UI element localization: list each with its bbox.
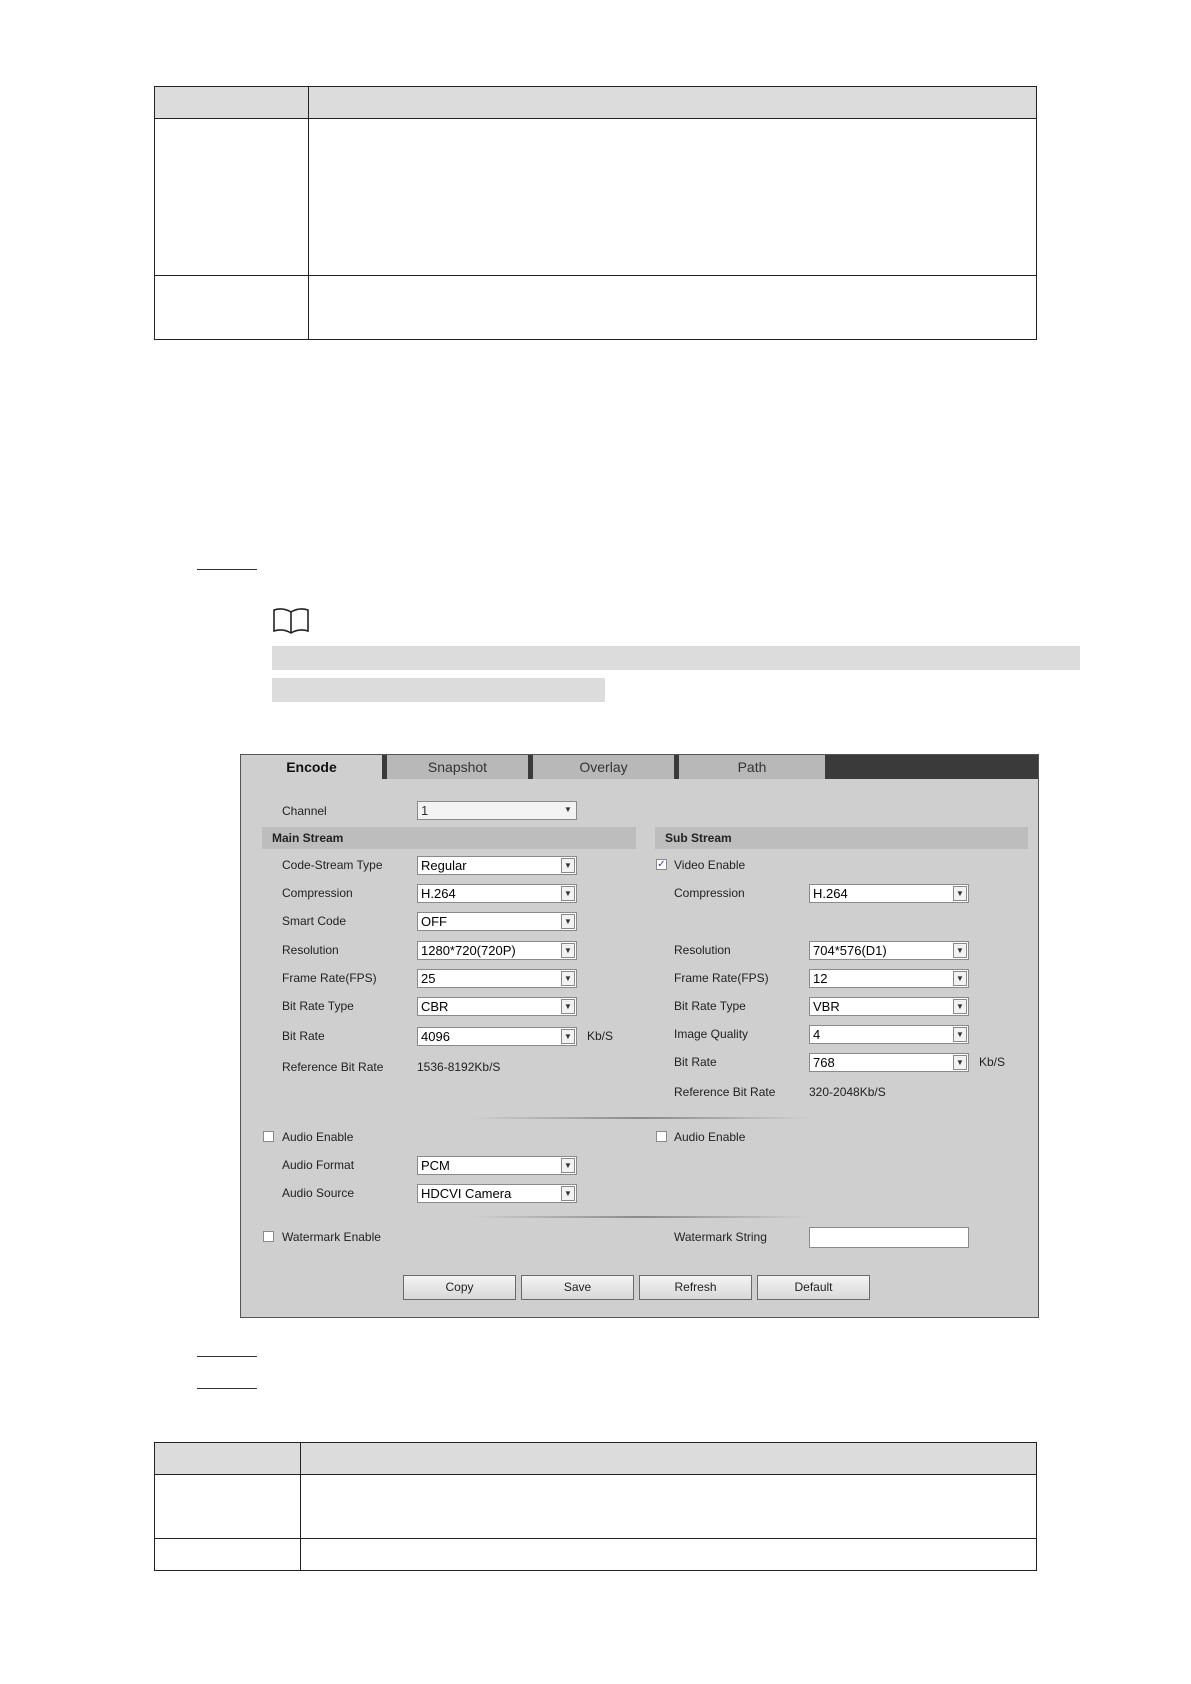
section-divider [471, 1216, 811, 1218]
sub-frame-rate-label: Frame Rate(FPS) [674, 971, 769, 985]
table-row [155, 276, 1037, 340]
bit-rate-type-select[interactable] [417, 997, 577, 1016]
audio-enable-checkbox[interactable] [263, 1131, 274, 1142]
tab-bar [241, 755, 1038, 779]
chevron-down-icon: ▼ [561, 858, 575, 873]
sub-frame-rate-value: 12 [813, 971, 828, 986]
code-stream-type-label: Code-Stream Type [282, 858, 383, 872]
channel-select[interactable] [417, 801, 577, 820]
table-cell [155, 276, 309, 340]
table-header-cell [301, 1443, 1037, 1475]
sub-frame-rate-select[interactable] [809, 969, 969, 988]
sub-compression-select[interactable] [809, 884, 969, 903]
watermark-string-input[interactable] [809, 1227, 969, 1248]
bit-rate-type-label: Bit Rate Type [282, 999, 354, 1013]
tab-overlay[interactable]: Overlay [533, 755, 679, 779]
sub-audio-enable-checkbox[interactable] [656, 1131, 667, 1142]
table-header-cell [155, 1443, 301, 1475]
chevron-down-icon: ▼ [561, 943, 575, 958]
step-marker [197, 569, 257, 570]
watermark-string-label: Watermark String [674, 1230, 767, 1244]
audio-enable-label: Audio Enable [282, 1130, 354, 1144]
frame-rate-select[interactable] [417, 969, 577, 988]
sub-stream-header: Sub Stream [655, 827, 1028, 849]
tab-snapshot[interactable]: Snapshot [387, 755, 533, 779]
encode-settings-panel [240, 754, 1039, 1318]
table-header-cell [155, 87, 309, 119]
sub-compression-value: H.264 [813, 886, 848, 901]
frame-rate-value: 25 [421, 971, 436, 986]
tab-encode[interactable]: Encode [241, 755, 387, 779]
chevron-down-icon: ▼ [561, 1158, 575, 1173]
chevron-down-icon: ▼ [561, 1029, 575, 1044]
top-table [154, 86, 1037, 340]
image-quality-label: Image Quality [674, 1027, 749, 1041]
audio-source-select[interactable] [417, 1184, 577, 1203]
chevron-down-icon: ▼ [953, 1027, 967, 1042]
audio-source-value: HDCVI Camera [421, 1186, 512, 1201]
sub-bit-rate-label: Bit Rate [674, 1055, 717, 1069]
bottom-table [154, 1442, 1037, 1571]
step-marker [197, 1356, 257, 1357]
table-row [155, 1539, 1037, 1571]
check-icon: ✓ [657, 859, 666, 870]
sub-audio-enable-label: Audio Enable [674, 1130, 746, 1144]
audio-format-value: PCM [421, 1158, 450, 1173]
smart-code-label: Smart Code [282, 914, 347, 928]
bit-rate-value: 4096 [421, 1029, 450, 1044]
bit-rate-label: Bit Rate [282, 1029, 325, 1043]
reference-bit-rate-label: Reference Bit Rate [282, 1060, 384, 1074]
copy-button[interactable]: Copy [403, 1275, 516, 1300]
table-cell [301, 1475, 1037, 1539]
table-header-row [155, 87, 1037, 119]
table-cell [309, 276, 1037, 340]
table-cell [155, 119, 309, 276]
sub-bit-rate-type-label: Bit Rate Type [674, 999, 746, 1013]
sub-bit-rate-type-select[interactable] [809, 997, 969, 1016]
compression-value: H.264 [421, 886, 456, 901]
sub-compression-label: Compression [674, 886, 745, 900]
frame-rate-label: Frame Rate(FPS) [282, 971, 377, 985]
bit-rate-select[interactable] [417, 1027, 577, 1046]
chevron-down-icon: ▼ [953, 999, 967, 1014]
sub-bit-rate-value: 768 [813, 1055, 835, 1070]
section-divider [471, 1117, 811, 1119]
resolution-select[interactable] [417, 941, 577, 960]
table-cell [309, 119, 1037, 276]
compression-select[interactable] [417, 884, 577, 903]
main-stream-header: Main Stream [262, 827, 636, 849]
channel-value: 1 [421, 803, 429, 818]
chevron-down-icon: ▼ [561, 1186, 575, 1201]
table-cell [301, 1539, 1037, 1571]
resolution-value: 1280*720(720P) [421, 943, 516, 958]
tab-path[interactable]: Path [679, 755, 825, 779]
compression-label: Compression [282, 886, 353, 900]
chevron-down-icon: ▼ [953, 943, 967, 958]
video-enable-checkbox[interactable] [656, 859, 667, 870]
audio-source-label: Audio Source [282, 1186, 355, 1200]
bit-rate-unit: Kb/S [587, 1029, 614, 1043]
audio-format-select[interactable] [417, 1156, 577, 1175]
sub-resolution-value: 704*576(D1) [813, 943, 887, 958]
image-quality-value: 4 [813, 1027, 821, 1042]
channel-label: Channel [282, 804, 327, 818]
reference-bit-rate-value: 1536-8192Kb/S [417, 1060, 501, 1074]
audio-format-label: Audio Format [282, 1158, 355, 1172]
sub-reference-bit-rate-label: Reference Bit Rate [674, 1085, 776, 1099]
chevron-down-icon: ▼ [953, 886, 967, 901]
chevron-down-icon: ▼ [564, 805, 572, 814]
note-text-line [272, 678, 605, 702]
resolution-label: Resolution [282, 943, 339, 957]
chevron-down-icon: ▼ [953, 1055, 967, 1070]
code-stream-type-select[interactable] [417, 856, 577, 875]
chevron-down-icon: ▼ [561, 971, 575, 986]
save-button[interactable]: Save [521, 1275, 634, 1300]
table-cell [155, 1539, 301, 1571]
sub-bit-rate-select[interactable] [809, 1053, 969, 1072]
watermark-enable-label: Watermark Enable [282, 1230, 381, 1244]
step-marker [197, 1388, 257, 1389]
note-text-line [272, 646, 1080, 670]
sub-reference-bit-rate-value: 320-2048Kb/S [809, 1085, 886, 1099]
chevron-down-icon: ▼ [561, 914, 575, 929]
default-button[interactable]: Default [757, 1275, 870, 1300]
bit-rate-type-value: CBR [421, 999, 449, 1014]
table-row [155, 1475, 1037, 1539]
table-header-cell [309, 87, 1037, 119]
table-header-row [155, 1443, 1037, 1475]
chevron-down-icon: ▼ [953, 971, 967, 986]
sub-resolution-label: Resolution [674, 943, 731, 957]
sub-bit-rate-type-value: VBR [813, 999, 840, 1014]
image-quality-select[interactable] [809, 1025, 969, 1044]
refresh-button[interactable]: Refresh [639, 1275, 752, 1300]
chevron-down-icon: ▼ [561, 886, 575, 901]
book-icon [272, 607, 310, 635]
code-stream-type-value: Regular [421, 858, 467, 873]
sub-bit-rate-unit: Kb/S [979, 1055, 1006, 1069]
sub-resolution-select[interactable] [809, 941, 969, 960]
smart-code-select[interactable] [417, 912, 577, 931]
table-cell [155, 1475, 301, 1539]
smart-code-value: OFF [421, 914, 447, 929]
video-enable-label: Video Enable [674, 858, 746, 872]
watermark-enable-checkbox[interactable] [263, 1231, 274, 1242]
chevron-down-icon: ▼ [561, 999, 575, 1014]
table-row [155, 119, 1037, 276]
